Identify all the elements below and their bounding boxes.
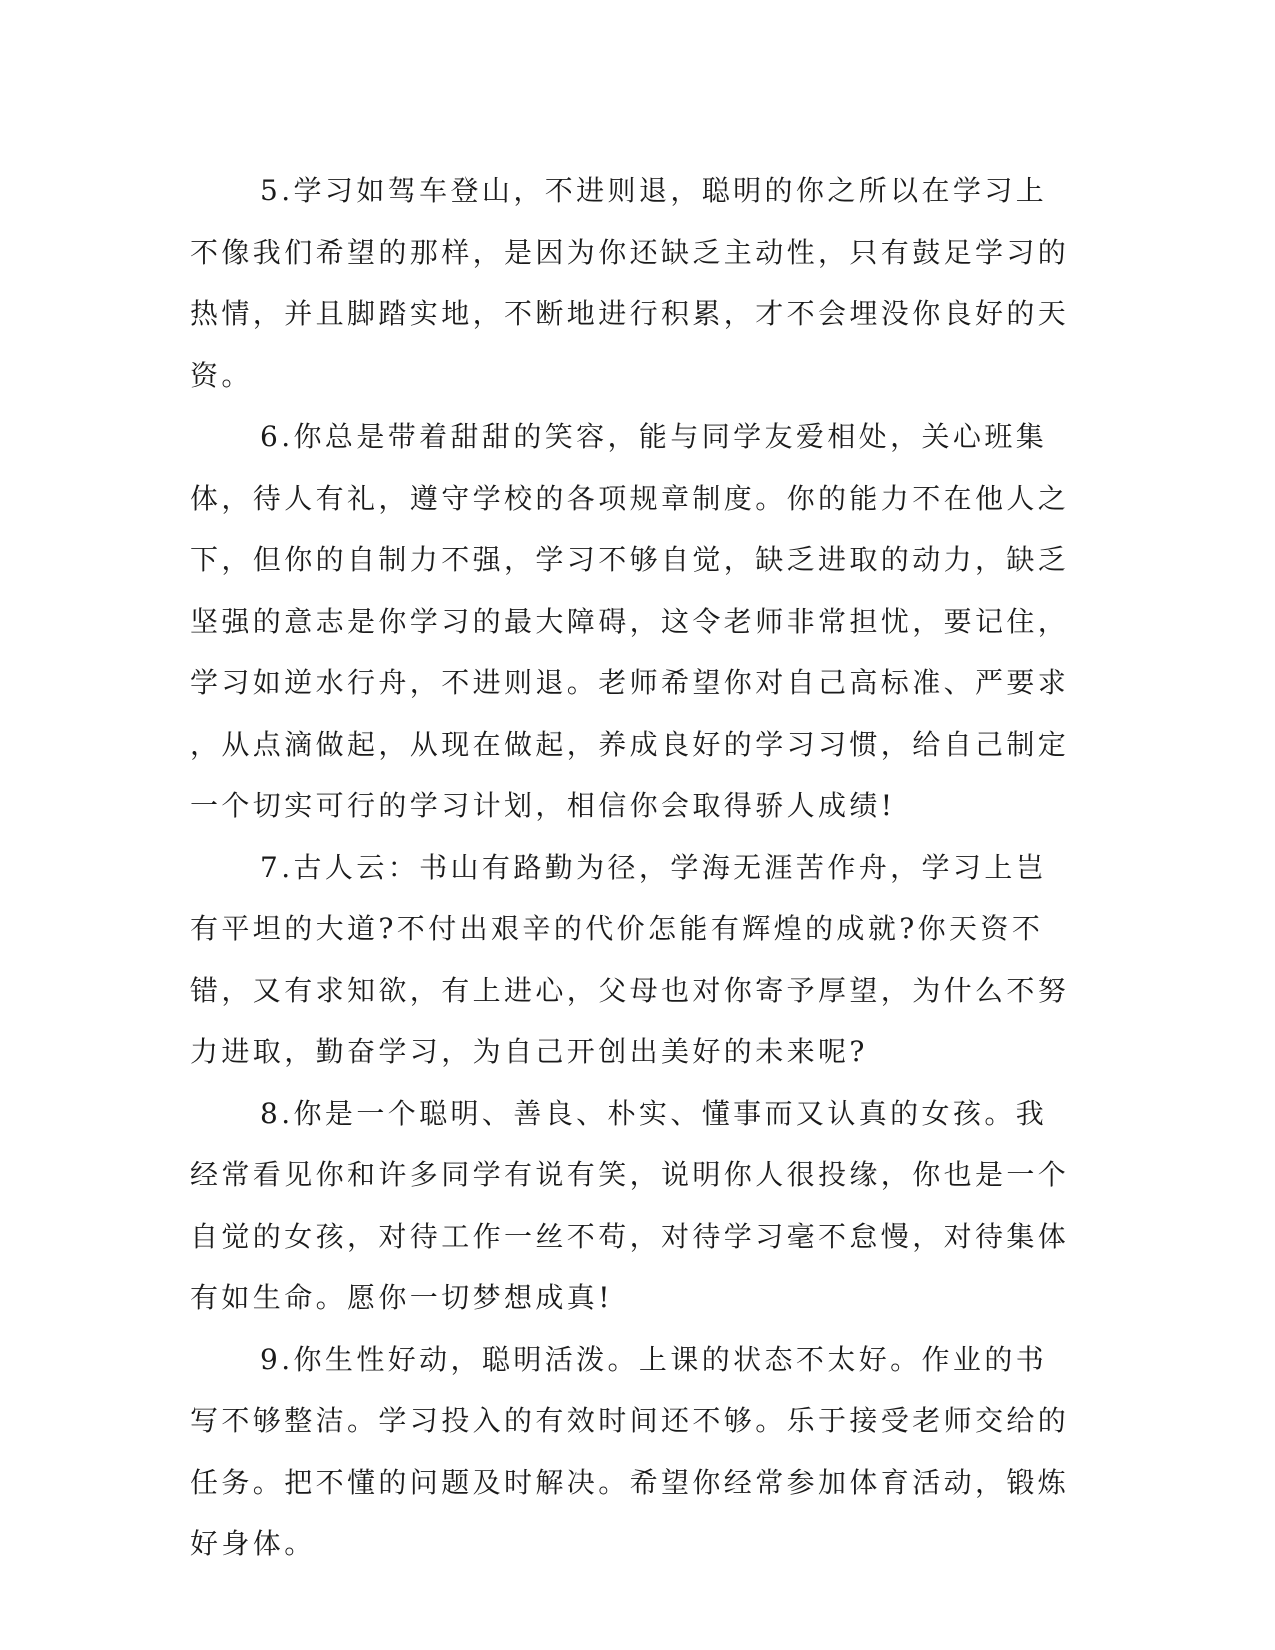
comment-paragraph-5: 5.学习如驾车登山，不进则退，聪明的你之所以在学习上不像我们希望的那样，是因为你还缺乏主动性，只有鼓足学习的热情，并且脚踏实地，不断地进行积累，才不会埋没你良好的天资。 bbox=[190, 174, 1070, 392]
comment-paragraph-6: 6.你总是带着甜甜的笑容，能与同学友爱相处，关心班集体，待人有礼，遵守学校的各项规章制度。你的能力不在他人之下，但你的自制力不强，学习不够自觉，缺乏进取的动力，缺乏坚强的意志是你学习的最大障碍，这令老师非常担忧，要记住，学习如逆水行舟，不进则退。老师希望你对自己高标准、严要求，从点滴做起，从现在做起，养成良好的学习习惯，给自己制定一个切实可行的学习计划，相信你会取得骄人成绩! bbox=[190, 420, 1070, 822]
comment-paragraph-9: 9.你生性好动，聪明活泼。上课的状态不太好。作业的书写不够整洁。学习投入的有效时间还不够。乐于接受老师交给的任务。把不懂的问题及时解决。希望你经常参加体育活动，锻炼好身体。 bbox=[190, 1342, 1070, 1560]
document-body bbox=[190, 160, 1070, 1575]
comment-paragraph-7: 7.古人云：书山有路勤为径，学海无涯苦作舟，学习上岂有平坦的大道?不付出艰辛的代价怎能有辉煌的成就?你天资不错，又有求知欲，有上进心，父母也对你寄予厚望，为什么不努力进取，勤奋学习，为自己开创出美好的未来呢? bbox=[190, 850, 1070, 1068]
comment-paragraph-8: 8.你是一个聪明、善良、朴实、懂事而又认真的女孩。我经常看见你和许多同学有说有笑，说明你人很投缘，你也是一个自觉的女孩，对待工作一丝不苟，对待学习毫不怠慢，对待集体有如生命。愿你一切梦想成真! bbox=[190, 1096, 1070, 1314]
